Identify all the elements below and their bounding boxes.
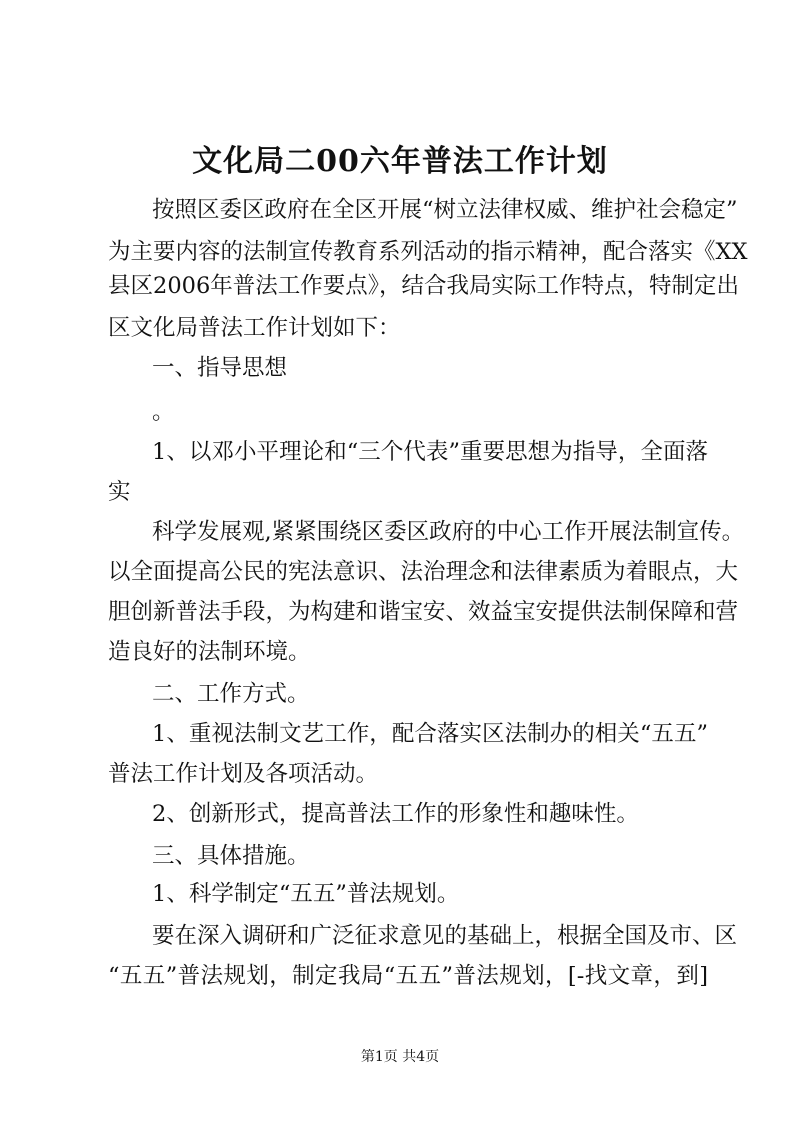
paragraph-line: 1、重视法制文艺工作，配合落实区法制办的相关“五五” — [152, 721, 708, 747]
paragraph-line: 实 — [108, 479, 131, 505]
section-heading: 二、工作方式。 — [152, 681, 310, 707]
paragraph-line: “五五”普法规划，制定我局“五五”普法规划，[-找文章，到] — [108, 963, 708, 989]
document-title: 文化局二00六年普法工作计划 — [192, 144, 608, 179]
paragraph-line: 区文化局普法工作计划如下： — [108, 315, 401, 341]
section-heading: 三、具体措施。 — [152, 843, 310, 869]
paragraph-line: 县区2006年普法工作要点》，结合我局实际工作特点，特制定出 — [108, 273, 740, 299]
paragraph-line: 1、科学制定“五五”普法规划。 — [152, 881, 460, 907]
paragraph-line: 胆创新普法手段，为构建和谐宝安、效益宝安提供法制保障和营 — [108, 599, 739, 625]
page-number: 第1页 共4页 — [360, 1049, 440, 1065]
paragraph-line: 造良好的法制环境。 — [108, 639, 311, 665]
paragraph-line: 按照区委区政府在全区开展“树立法律权威、维护社会稳定” — [152, 197, 738, 223]
section-heading: 一、指导思想 — [152, 355, 288, 381]
paragraph-line: 为主要内容的法制宣传教育系列活动的指示精神，配合落实《XX — [108, 239, 748, 265]
paragraph-line: 普法工作计划及各项活动。 — [108, 761, 379, 787]
paragraph-line: 要在深入调研和广泛征求意见的基础上，根据全国及市、区 — [152, 923, 738, 949]
paragraph-line: 以全面提高公民的宪法意识、法治理念和法律素质为着眼点，大 — [108, 559, 739, 585]
paragraph-line: 1、以邓小平理论和“三个代表”重要思想为指导，全面落 — [152, 439, 708, 465]
paragraph-line: 2、创新形式，提高普法工作的形象性和趣味性。 — [152, 801, 639, 827]
paragraph-line: 。 — [152, 399, 175, 425]
paragraph-line: 科学发展观,紧紧围绕区委区政府的中心工作开展法制宣传。 — [152, 519, 745, 545]
